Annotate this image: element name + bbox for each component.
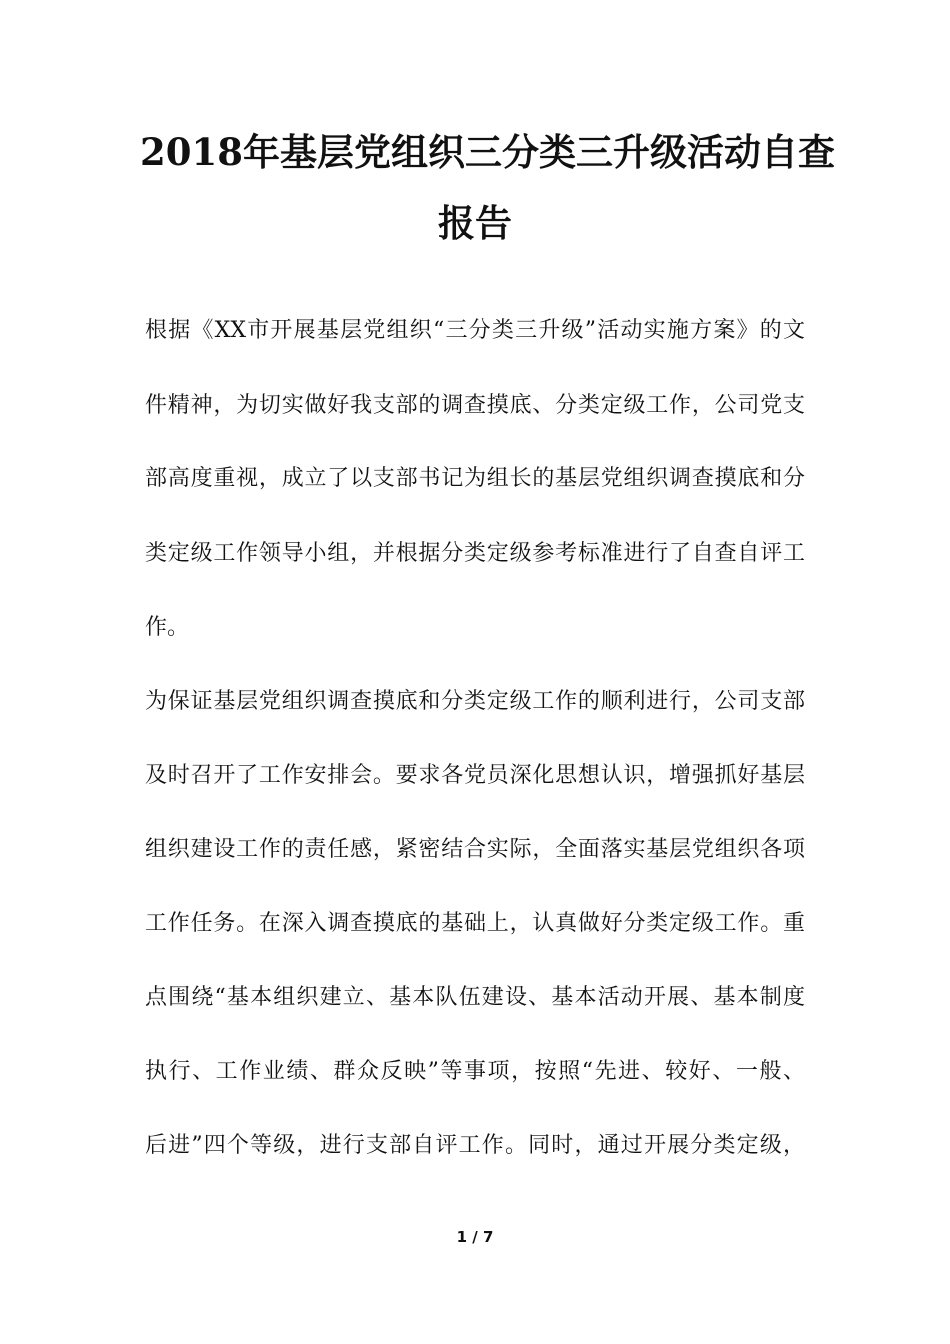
paragraph-1-line-2: 件精神，为切实做好我支部的调查摸底、分类定级工作，公司党支 — [145, 393, 805, 418]
paragraph-2-line-2: 及时召开了工作安排会。要求各党员深化思想认识，增强抓好基层 — [145, 763, 805, 788]
paragraph-2-line-4: 工作任务。在深入调查摸底的基础上，认真做好分类定级工作。重 — [145, 911, 805, 936]
paragraph-2-line-3: 组织建设工作的责任感，紧密结合实际，全面落实基层党组织各项 — [145, 837, 805, 862]
paragraph-2-line-5: 点围绕“基本组织建立、基本队伍建设、基本活动开展、基本制度 — [145, 985, 805, 1010]
paragraph-1-line-3: 部高度重视，成立了以支部书记为组长的基层党组织调查摸底和分 — [145, 466, 805, 491]
paragraph-2-line-7: 后进”四个等级，进行支部自评工作。同时，通过开展分类定级， — [145, 1133, 805, 1158]
page-number: 1 / 7 — [456, 1228, 494, 1246]
document-title-line-1: 2018年基层党组织三分类三升级活动自查 — [140, 130, 835, 174]
paragraph-1-line-5: 作。 — [145, 615, 190, 640]
document-title-line-2: 报告 — [438, 201, 512, 245]
paragraph-1-line-4: 类定级工作领导小组，并根据分类定级参考标准进行了自查自评工 — [145, 541, 805, 566]
paragraph-1-line-1: 根据《XX市开展基层党组织“三分类三升级”活动实施方案》的文 — [145, 318, 805, 343]
paragraph-2-line-1: 为保证基层党组织调查摸底和分类定级工作的顺利进行，公司支部 — [145, 689, 805, 714]
paragraph-2-line-6: 执行、工作业绩、群众反映”等事项，按照“先进、较好、一般、 — [145, 1059, 805, 1084]
